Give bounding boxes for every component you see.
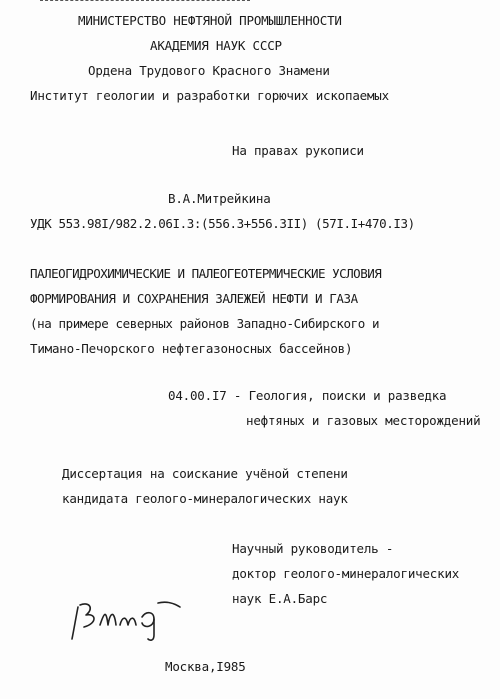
udc-code: УДК 553.98I/982.2.06I.3:(556.3+556.3II) (57I.I+470.I3) bbox=[30, 216, 415, 231]
ministry-line: МИНИСТЕРСТВО НЕФТЯНОЙ ПРОМЫШЛЕННОСТИ bbox=[78, 13, 342, 28]
supervisor-line-3: наук Е.А.Барс bbox=[232, 591, 328, 606]
institute-line: Институт геологии и разработки горючих ископаемых bbox=[30, 88, 389, 103]
specialty-line-2: нефтяных и газовых месторождений bbox=[246, 413, 481, 428]
academy-line: АКАДЕМИЯ НАУК СССР bbox=[150, 38, 282, 53]
title-line-4: Тимано-Печорского нефтегазоносных бассейнов) bbox=[30, 341, 353, 356]
top-dashed-rule bbox=[40, 0, 250, 2]
manuscript-rights: На правах рукописи bbox=[232, 143, 364, 158]
title-line-3: (на примере северных районов Западно-Сибирского и bbox=[30, 316, 380, 331]
dissertation-line-2: кандидата геолого-минералогических наук bbox=[62, 491, 348, 506]
author-name: В.А.Митрейкина bbox=[168, 191, 271, 206]
specialty-line-1: 04.00.I7 - Геология, поиски и разведка bbox=[168, 388, 447, 403]
dissertation-line-1: Диссертация на соискание учёной степени bbox=[62, 466, 348, 481]
order-line: Ордена Трудового Красного Знамени bbox=[88, 63, 330, 78]
title-line-1: ПАЛЕОГИДРОХИМИЧЕСКИЕ И ПАЛЕОГЕОТЕРМИЧЕСКИЕ УСЛОВИЯ bbox=[30, 266, 382, 281]
place-and-year: Москва,I985 bbox=[165, 659, 246, 674]
supervisor-line-1: Научный руководитель - bbox=[232, 541, 394, 556]
supervisor-line-2: доктор геолого-минералогических bbox=[232, 566, 460, 581]
handwritten-signature bbox=[70, 595, 190, 645]
title-line-2: ФОРМИРОВАНИЯ И СОХРАНЕНИЯ ЗАЛЕЖЕЙ НЕФТИ И ГАЗА bbox=[30, 291, 358, 306]
